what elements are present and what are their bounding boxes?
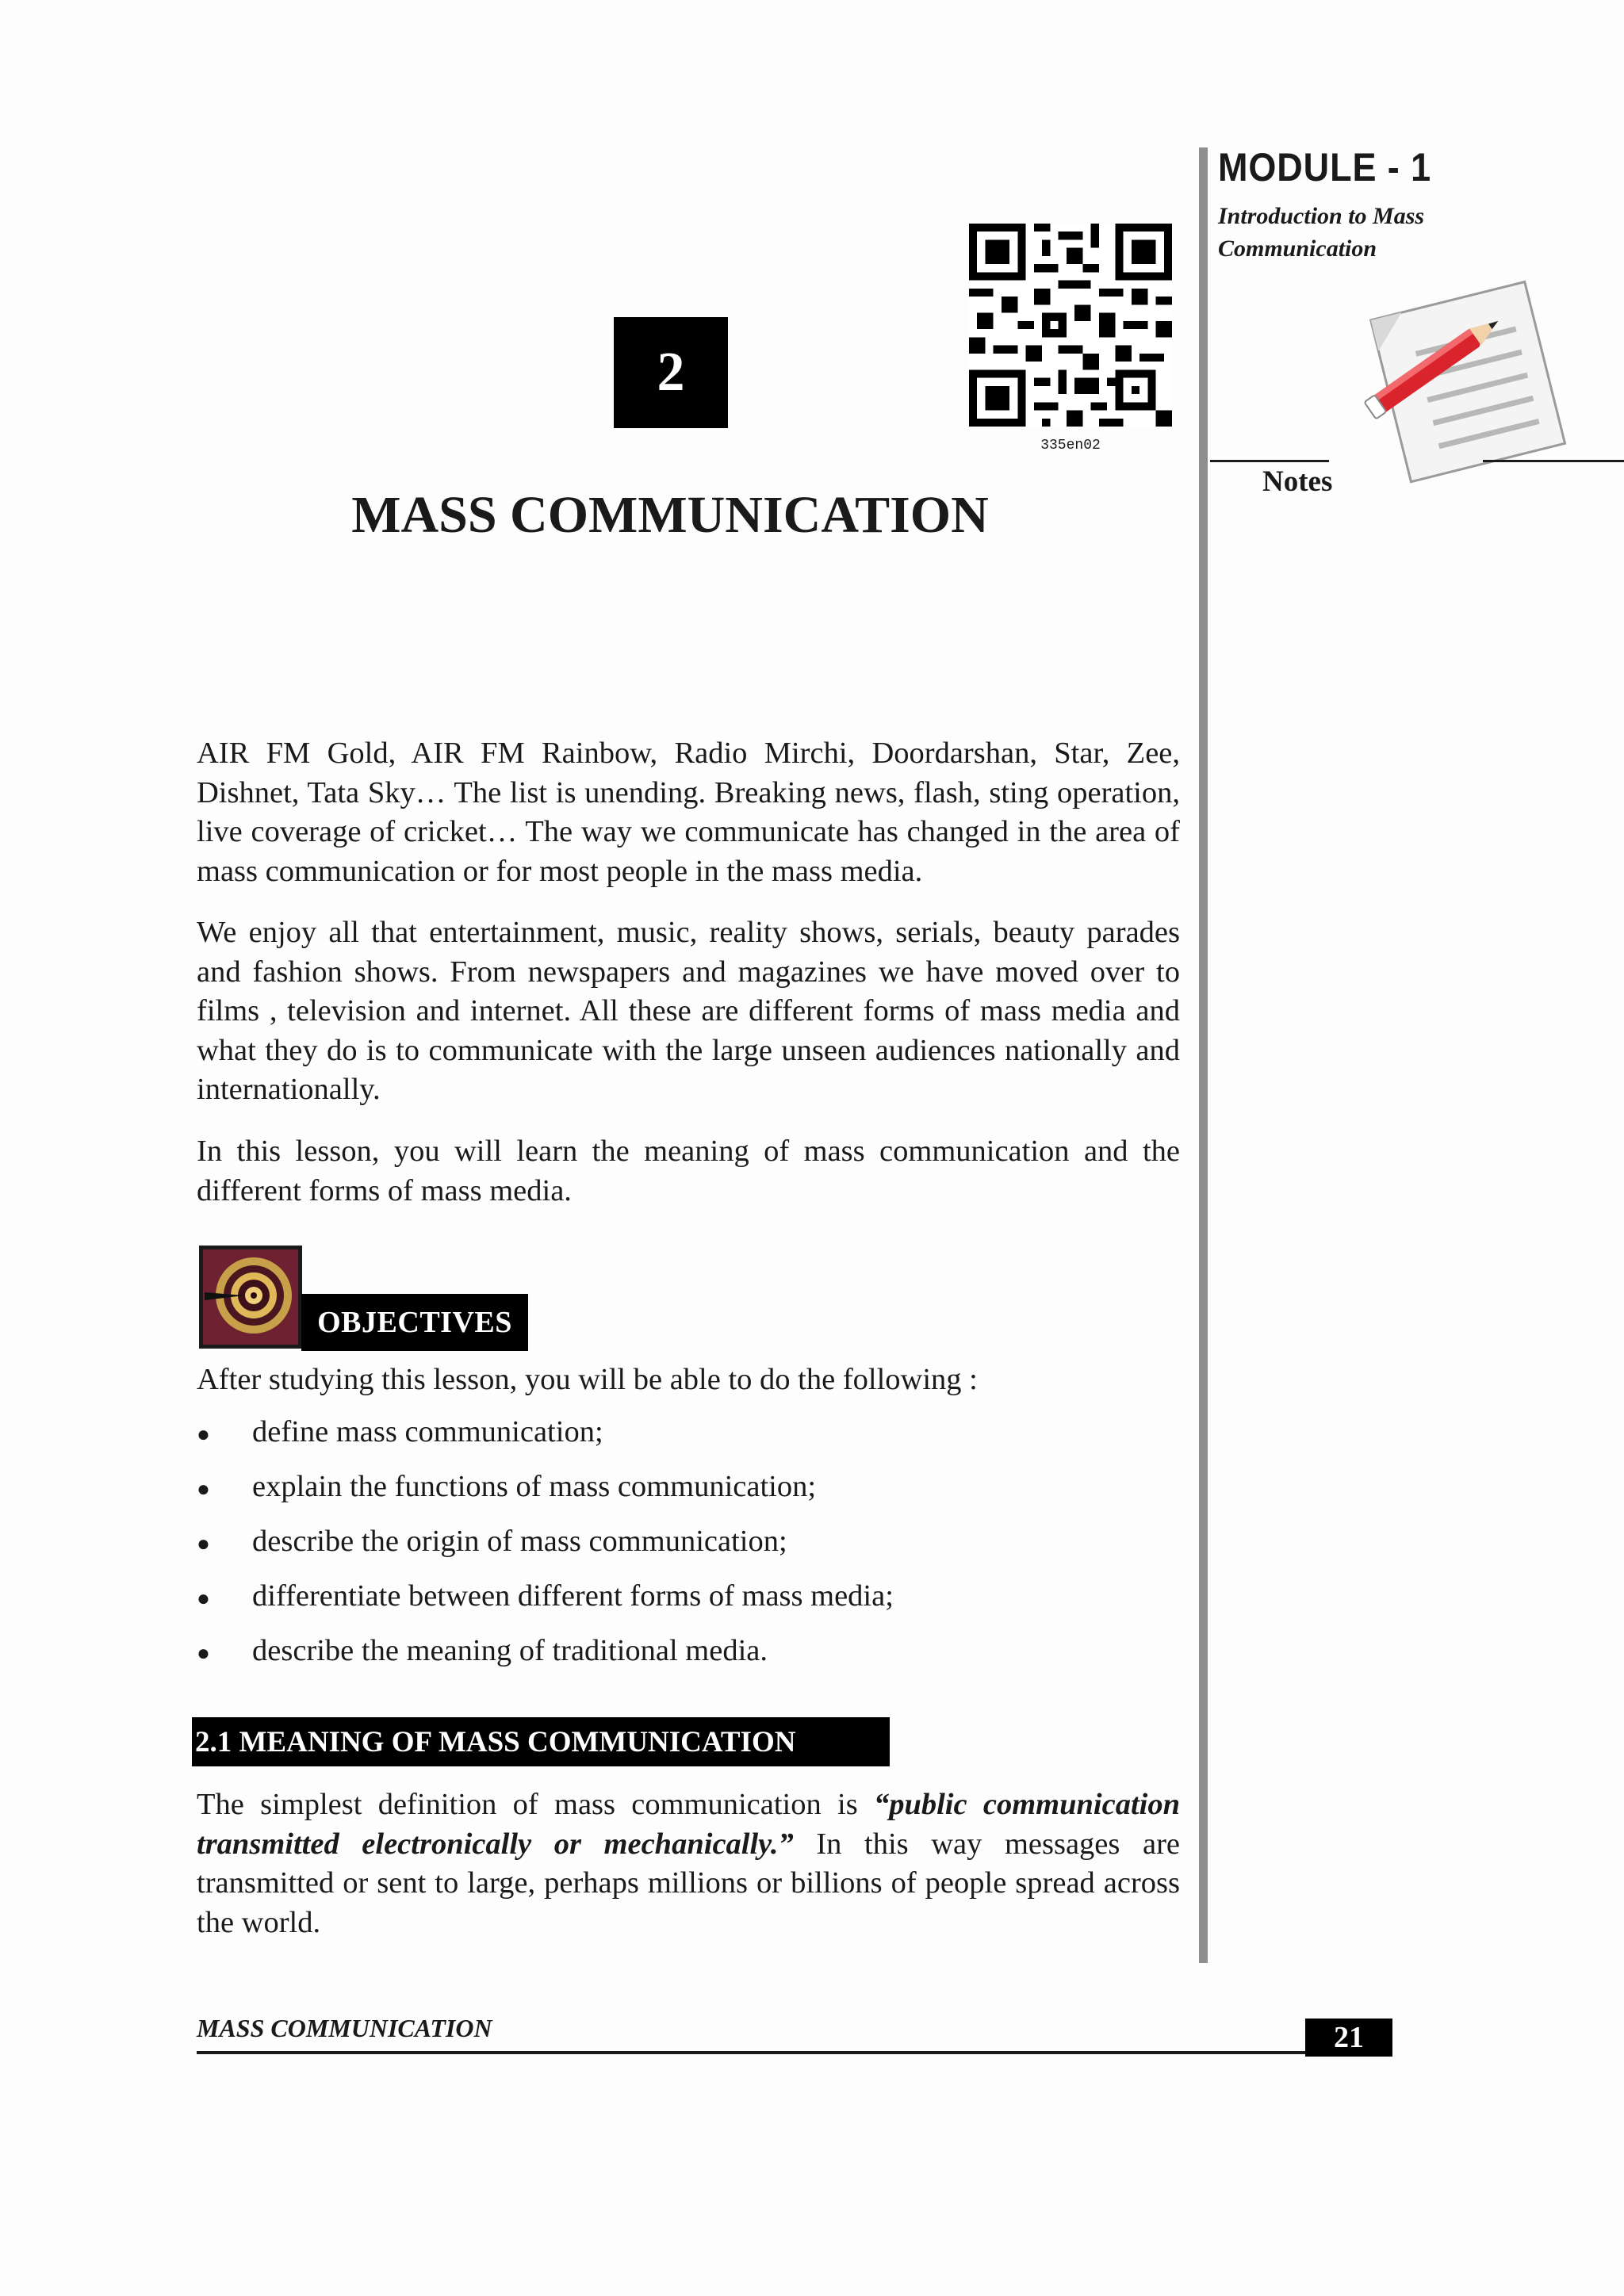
module-title: MODULE - 1 <box>1218 145 1432 189</box>
footer-title: MASS COMMUNICATION <box>197 2014 492 2042</box>
bullet-icon: ● <box>197 1422 210 1447</box>
notes-label: Notes <box>1262 465 1333 498</box>
chapter-number: 2 <box>614 317 728 428</box>
notes-pencil-icon <box>1358 265 1595 503</box>
list-item <box>197 1414 894 1469</box>
page-title: MASS COMMUNICATION <box>351 486 989 544</box>
footer-rule <box>197 2051 1392 2054</box>
module-subtitle: Introduction to Mass Communication <box>1218 203 1425 262</box>
definition-lead-text: The simplest definition of mass communication is <box>197 1788 874 1821</box>
objectives-heading: OBJECTIVES <box>301 1294 528 1351</box>
objective-text: explain the functions of mass communication; <box>252 1470 817 1503</box>
section-heading: 2.1 MEANING OF MASS COMMUNICATION <box>192 1717 890 1766</box>
bullet-icon: ● <box>197 1532 210 1556</box>
margin-divider <box>1199 147 1208 1963</box>
intro-paragraph-2: We enjoy all that entertainment, music, reality shows, serials, beauty parades and fashion shows. From newspapers and magazines we have moved over to films , television and internet. All these are different forms of mass media and what they do is to communicate with the large unseen audiences nationally and internationally. <box>197 916 1180 1106</box>
definition-emphasis: “public communication transmitted electronically or mechanically.” <box>197 1788 1180 1861</box>
intro-paragraph-3: In this lesson, you will learn the meaning of mass communication and the different forms of mass media. <box>197 1135 1180 1207</box>
bullet-icon: ● <box>197 1641 210 1666</box>
section-paragraph <box>197 1785 1180 1942</box>
list-item <box>197 1633 894 1688</box>
objective-text: describe the origin of mass communication; <box>252 1525 787 1558</box>
notes-rule-right <box>1483 460 1624 462</box>
list-item <box>197 1524 894 1578</box>
objective-text: define mass communication; <box>252 1415 603 1448</box>
objectives-intro: After studying this lesson, you will be able to do the following : <box>197 1363 978 1396</box>
objective-text: differentiate between different forms of mass media; <box>252 1579 894 1613</box>
notes-rule-left <box>1210 460 1329 462</box>
definition-trailing-text: In this way messages are transmitted or sent to large, perhaps millions or billions of people spread across the world. <box>197 1827 1180 1939</box>
bullet-icon: ● <box>197 1586 210 1611</box>
objectives-list <box>197 1414 894 1688</box>
intro-paragraph-1: AIR FM Gold, AIR FM Rainbow, Radio Mirchi, Doordarshan, Star, Zee, Dishnet, Tata Sky… The list is unending. Breaking news, flash, sting operation, live coverage of cricket… The way we communicate has changed in the area of mass communication or for most people in the mass media. <box>197 737 1180 888</box>
list-item <box>197 1469 894 1524</box>
qr-code-icon <box>969 224 1172 427</box>
bullet-icon: ● <box>197 1477 210 1502</box>
objective-text: describe the meaning of traditional media. <box>252 1634 768 1667</box>
page-number: 21 <box>1305 2019 1392 2057</box>
list-item <box>197 1578 894 1633</box>
qr-caption: 335en02 <box>1040 438 1101 453</box>
objectives-target-icon <box>198 1245 303 1349</box>
